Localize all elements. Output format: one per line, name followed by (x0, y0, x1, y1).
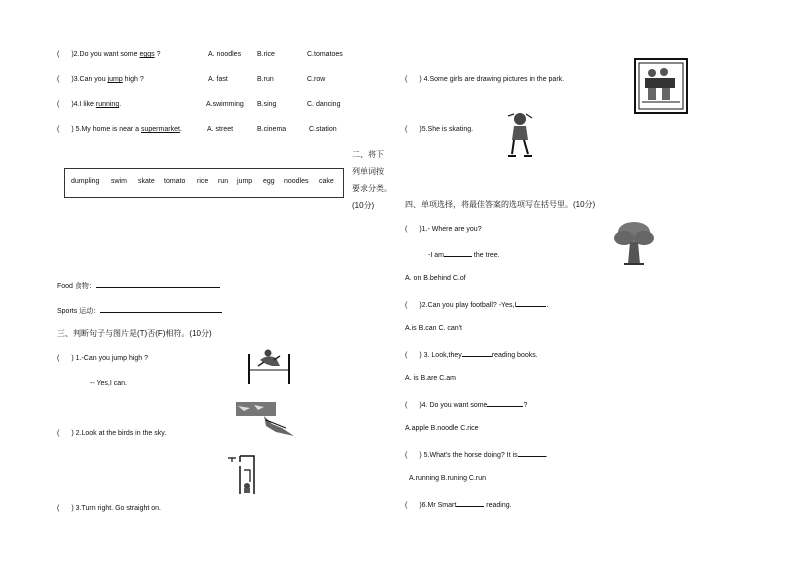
girl-skating-picture (504, 110, 534, 162)
word-item: swim (111, 178, 127, 185)
word-item: egg (263, 178, 275, 185)
q5-option-a: A. street (207, 126, 234, 133)
q4-option-a: A.swimming (206, 101, 244, 108)
mc-question-1-options: A. on B.behind C.of (405, 275, 466, 282)
food-label: Food 食物： (57, 280, 220, 291)
mc-question-1-line-2: -I am the tree. (428, 249, 500, 260)
mc5-blank[interactable] (518, 449, 546, 457)
word-item: noodles (284, 178, 309, 185)
sports-label: Sports 运动： (57, 305, 222, 316)
q2-option-b: B.rice (257, 51, 275, 58)
q4-option-b: B.sing (257, 101, 277, 108)
question-4: ( )4.I like running. (57, 101, 122, 108)
mc-question-3-options: A. is B.are C.am (405, 375, 456, 382)
tree-picture (612, 220, 656, 268)
mc4-blank[interactable] (487, 399, 523, 407)
mc-question-5-options: A.running B.runing C.run (409, 475, 487, 482)
q2-option-a: A. noodles (208, 51, 242, 58)
s3-question-3: ( ) 3.Turn right. Go straight on. (57, 505, 161, 512)
mc-question-5: ( ) 5.What's the horse doing? It is . (405, 449, 548, 460)
mc-question-2-options: A.is B.can C. can't (405, 325, 462, 332)
question-3: ( )3.Can you jump high ? (57, 76, 144, 83)
mc-question-4-options: A.apple B.noodle C.rice (405, 425, 479, 432)
word-item: rice (197, 178, 209, 185)
question-2: ( )2.Do you want some eggs ? (57, 51, 161, 58)
q5-option-c: C.station (309, 126, 337, 133)
jump-rope-picture (246, 346, 292, 386)
mc-question-2: ( )2.Can you play football? -Yes,I . (405, 299, 548, 310)
mc-question-3: ( ) 3. Look,they reading books. (405, 349, 538, 360)
word-item: skate (138, 178, 155, 185)
word-item: tomato (164, 178, 186, 185)
section-3-title: 三、判断句子与图片是(T)否(F)相符。(10分) (57, 329, 212, 338)
word-item: cake (319, 178, 334, 185)
s3-question-1: ( ) 1.-Can you jump high ? (57, 355, 149, 362)
food-answer-line[interactable] (96, 280, 220, 288)
birds-picture (236, 402, 296, 440)
word-item: dumpling (71, 178, 100, 185)
girls-drawing-picture (634, 58, 688, 114)
right-question-5: ( )5.She is skating. (405, 126, 474, 133)
word-item: jump (237, 178, 253, 185)
right-question-4: ( ) 4.Some girls are drawing pictures in the park. (405, 76, 565, 83)
mc-question-4: ( )4. Do you want some ? (405, 399, 527, 410)
mc-question-6: ( )6.Mr Smart reading. (405, 499, 512, 510)
mc6-blank[interactable] (456, 499, 484, 507)
question-5: ( ) 5.My home is near a supermarket. (57, 126, 182, 133)
mc3-blank[interactable] (462, 349, 492, 357)
q2-option-c: C.tomatoes (307, 51, 343, 58)
q5-option-b: B.cinema (257, 126, 287, 133)
mc2-blank[interactable] (516, 299, 546, 307)
sports-answer-line[interactable] (100, 305, 222, 313)
section-4-title: 四、单项选择，将最佳答案的选项写在括号里。(10分) (405, 200, 596, 209)
q3-option-b: B.run (257, 76, 274, 83)
word-item: run (218, 178, 229, 185)
street-map-picture (222, 452, 258, 496)
q4-option-c: C. dancing (307, 101, 341, 108)
s3-answer-1: -- Yes,I can. (90, 380, 127, 387)
mc1-blank[interactable] (444, 249, 472, 257)
word-bank-box (64, 168, 344, 198)
s3-question-2: ( ) 2.Look at the birds in the sky. (57, 430, 167, 437)
mc-question-1: ( )1.- Where are you? (405, 226, 482, 233)
q3-option-a: A. fast (208, 76, 228, 83)
q3-option-c: C.row (307, 76, 326, 83)
section-2-title: 二、将下 列单词按 要求分类。 (10分) (352, 150, 392, 210)
